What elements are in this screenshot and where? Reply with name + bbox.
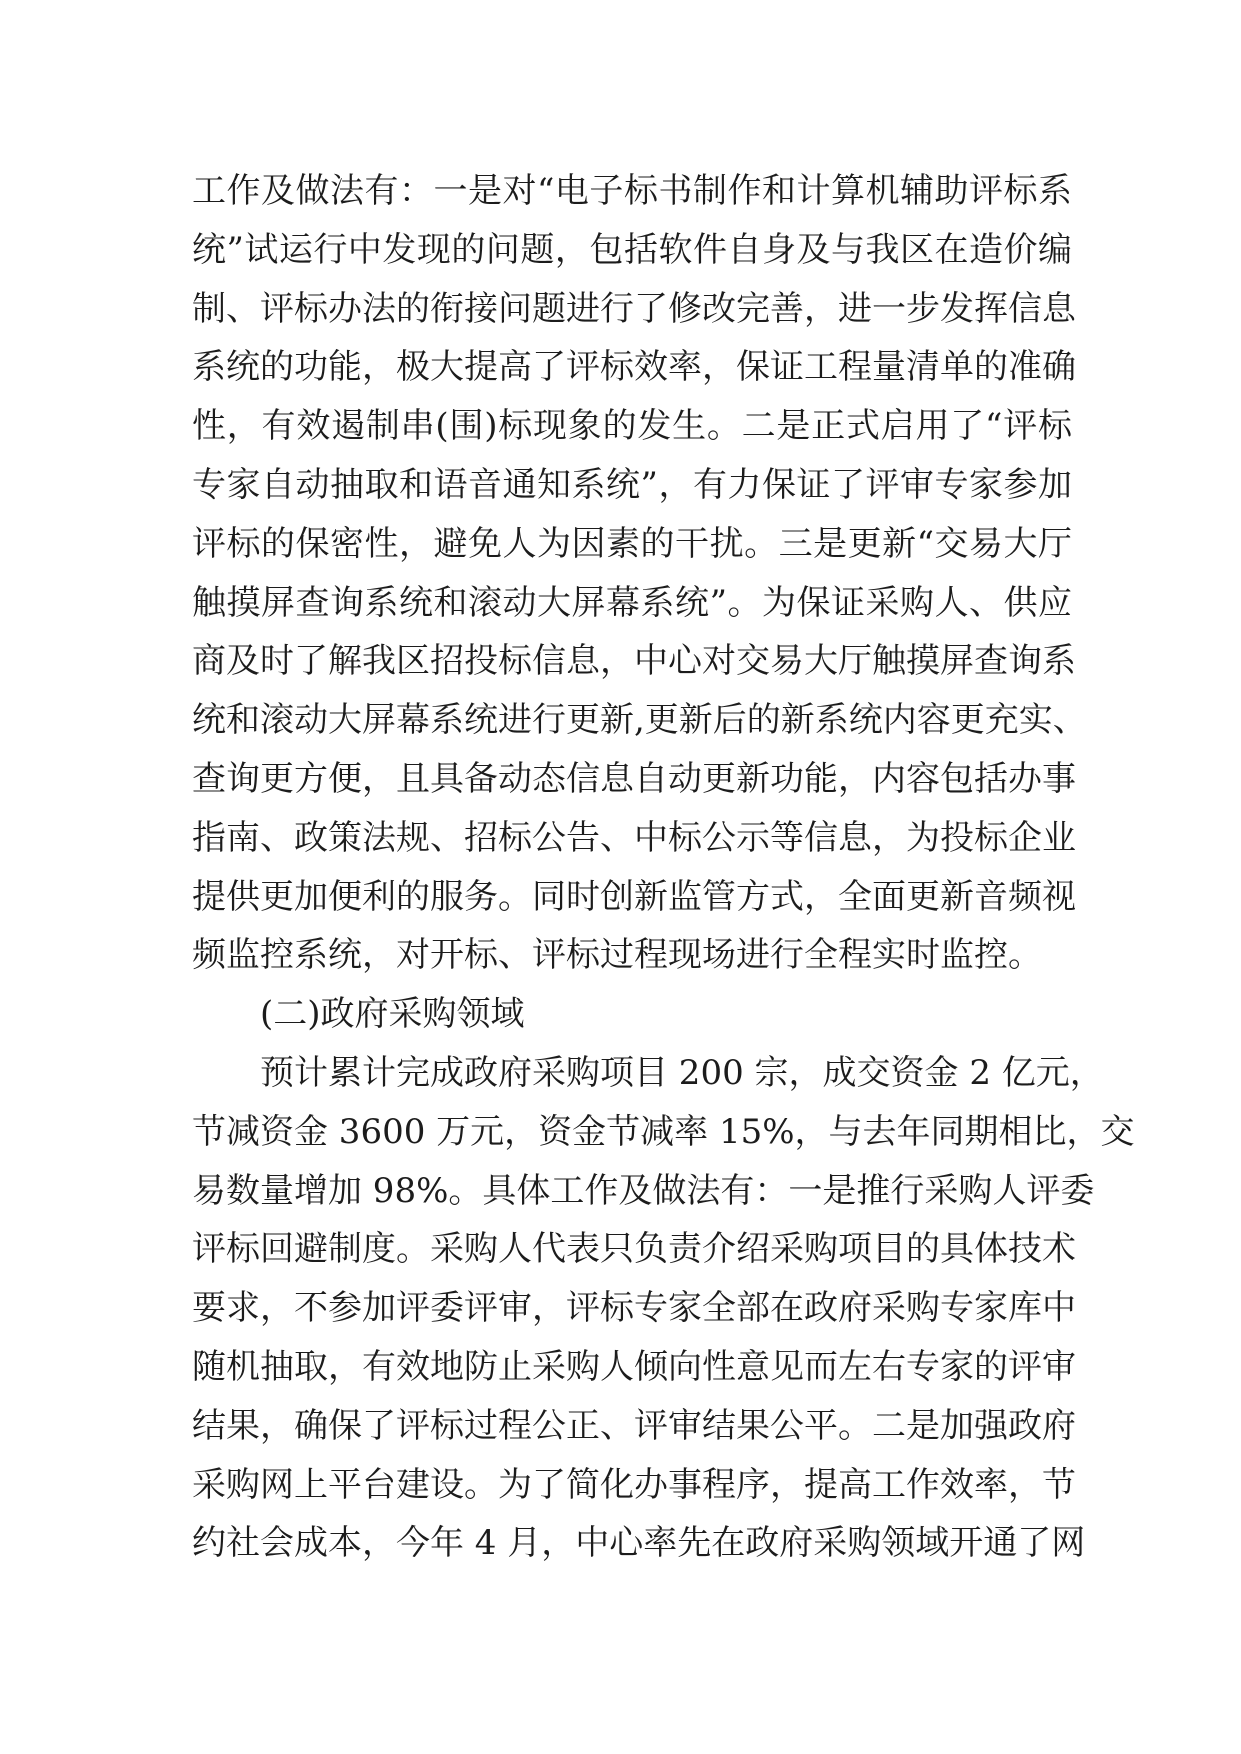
paragraph-line: 专家自动抽取和语音通知系统”，有力保证了评审专家参加 [192,464,1072,505]
paragraph-line: 系统的功能，极大提高了评标效率，保证工程量清单的准确 [192,347,1076,388]
paragraph-line: 统”试运行中发现的问题，包括软件自身及与我区在造价编 [192,229,1072,270]
section-heading: (二)政府采购领域 [260,994,525,1035]
paragraph-line: 约社会成本，今年 4 月，中心率先在政府采购领域开通了网 [192,1523,1086,1564]
paragraph-line: 节减资金 3600 万元，资金节减率 15%，与去年同期相比，交 [192,1111,1135,1152]
paragraph-line: 商及时了解我区招投标信息，中心对交易大厅触摸屏查询系 [192,641,1076,682]
paragraph-line: 随机抽取，有效地防止采购人倾向性意见而左右专家的评审 [192,1346,1076,1387]
paragraph-line: 提供更加便利的服务。同时创新监管方式，全面更新音频视 [192,876,1076,917]
paragraph-line: 指南、政策法规、招标公告、中标公示等信息，为投标企业 [192,817,1076,858]
paragraph-line: 频监控系统，对开标、评标过程现场进行全程实时监控。 [192,935,1042,976]
paragraph-line: 要求，不参加评委评审，评标专家全部在政府采购专家库中 [192,1288,1076,1329]
paragraph-line: 制、评标办法的衔接问题进行了修改完善，进一步发挥信息 [192,288,1076,329]
paragraph-line: 结果，确保了评标过程公正、评审结果公平。二是加强政府 [192,1405,1076,1446]
paragraph-line: 预计累计完成政府采购项目 200 宗，成交资金 2 亿元， [260,1052,1104,1093]
paragraph-line: 评标回避制度。采购人代表只负责介绍采购项目的具体技术 [192,1229,1076,1270]
paragraph-line: 工作及做法有：一是对“电子标书制作和计算机辅助评标系 [192,171,1072,211]
paragraph-line: 查询更方便，且具备动态信息自动更新功能，内容包括办事 [192,758,1076,799]
paragraph-line: 统和滚动大屏幕系统进行更新,更新后的新系统内容更充实、 [192,700,1087,741]
paragraph-line: 采购网上平台建设。为了简化办事程序，提高工作效率，节 [192,1464,1076,1505]
paragraph-line: 性，有效遏制串(围)标现象的发生。二是正式启用了“评标 [192,406,1072,447]
paragraph-line: 易数量增加 98%。具体工作及做法有：一是推行采购人评委 [192,1170,1095,1211]
body-text [192,162,1135,1573]
paragraph-line: 评标的保密性，避免人为因素的干扰。三是更新“交易大厅 [192,523,1072,564]
paragraph-line: 触摸屏查询系统和滚动大屏幕系统”。为保证采购人、供应 [192,582,1072,623]
